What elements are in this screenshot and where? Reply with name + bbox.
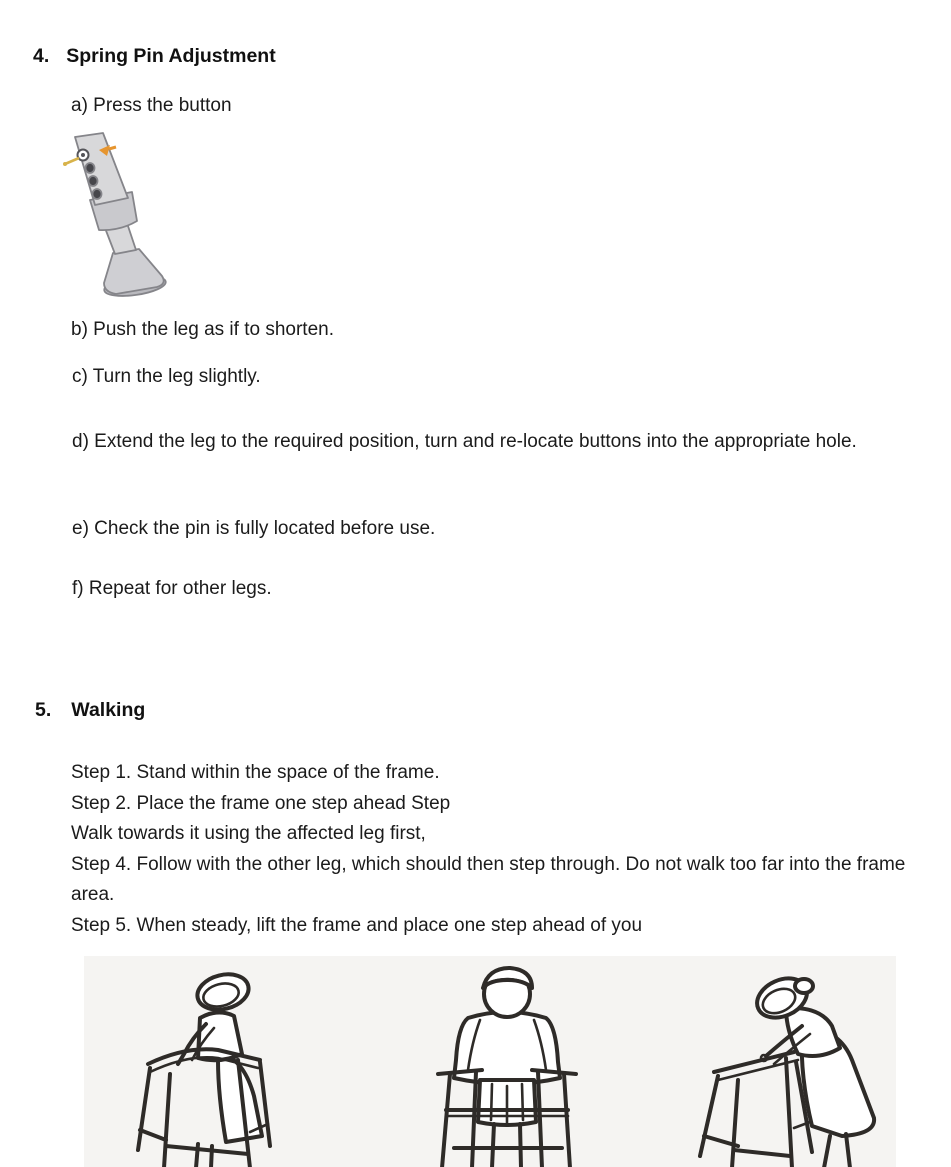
walker-user-front-view-illustration [424, 962, 589, 1167]
pin-pointer [63, 158, 79, 166]
section-5-number: 5. [35, 699, 52, 721]
leg-foot [104, 249, 164, 294]
section-4-title: Spring Pin Adjustment [66, 45, 276, 67]
step-c-text: c) Turn the leg slightly. [72, 366, 261, 387]
walking-step-5: Step 5. When steady, lift the frame and place one step ahead of you [71, 914, 643, 936]
figure2-torso [454, 1012, 560, 1084]
figure3-hair-bun [795, 979, 813, 993]
section-4-number: 4. [33, 45, 50, 67]
walker-user-leaning-forward-illustration [690, 968, 890, 1167]
section-5-title: Walking [71, 699, 146, 721]
step-b-text: b) Push the leg as if to shorten. [71, 319, 334, 340]
figure1-head [194, 969, 253, 1015]
step-f-text: f) Repeat for other legs. [72, 578, 272, 599]
walker-user-three-quarter-view-illustration [126, 968, 286, 1167]
section-4-heading [33, 45, 276, 68]
step-d-text: d) Extend the leg to the required position, turn and re-locate buttons into the appropriate hole. [72, 431, 857, 452]
step-e-text: e) Check the pin is fully located before use. [72, 518, 436, 539]
walking-step-2: Step 2. Place the frame one step ahead Step [71, 792, 451, 814]
walking-steps [71, 758, 929, 942]
walking-step-3: Walk towards it using the affected leg first, [71, 823, 426, 845]
step-a-text: a) Press the button [71, 95, 232, 116]
section-5-heading [35, 699, 145, 722]
walker-leg-spring-pin-illustration [54, 130, 194, 305]
walking-step-1: Step 1. Stand within the space of the frame. [71, 762, 440, 783]
walking-step-4: Step 4. Follow with the other leg, which should then step through. Do not walk too far into the frame area. [71, 853, 906, 906]
